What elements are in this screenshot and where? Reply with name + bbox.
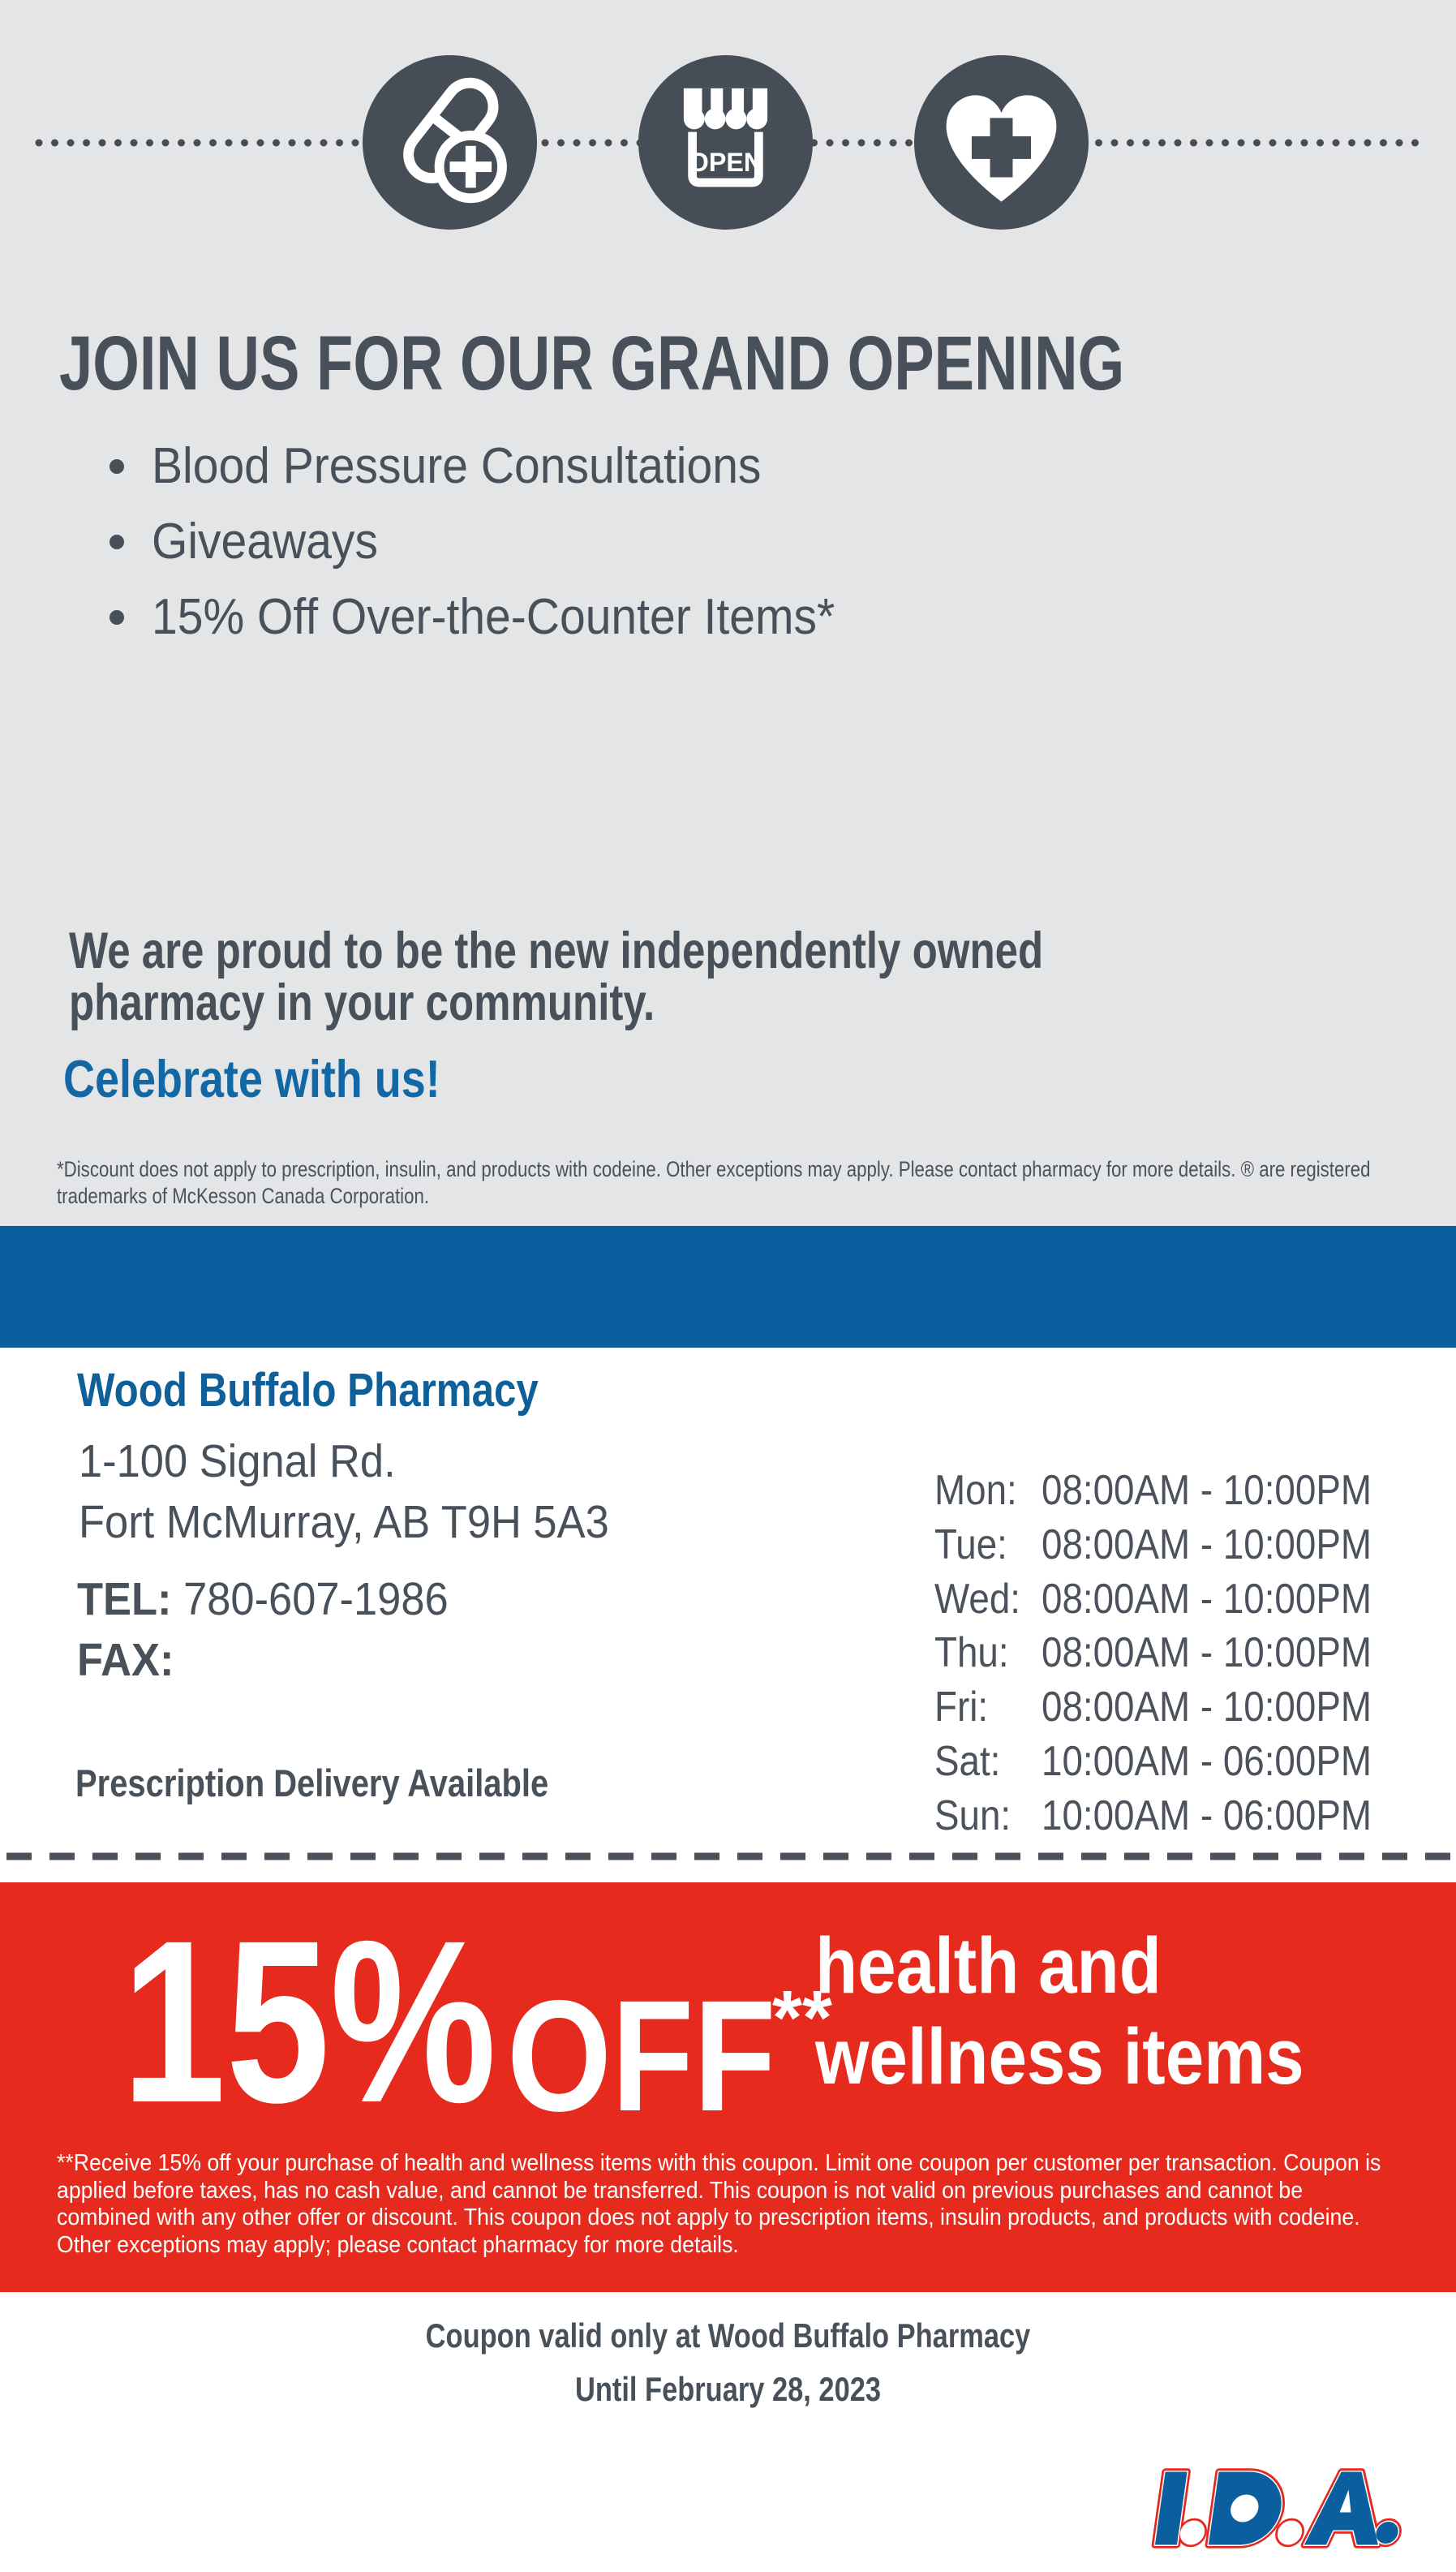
list-item-text: 15% Off Over-the-Counter Items* bbox=[152, 589, 835, 645]
coupon-cut-line bbox=[0, 1852, 1456, 1860]
list-item bbox=[110, 579, 894, 655]
hours-day-label: Wed: bbox=[934, 1575, 1020, 1623]
hours-day-label: Sun: bbox=[934, 1791, 1011, 1839]
phone-line bbox=[77, 1572, 480, 1626]
hours-day-label: Thu: bbox=[934, 1629, 1009, 1677]
ida-logo bbox=[1142, 2462, 1422, 2572]
pill-icon bbox=[363, 55, 537, 230]
coupon-terms: **Receive 15% off your purchase of health and wellness items with this coupon. Limit one coupon per customer per transaction. Coupon is applied before taxes, has no cash value, and cannot be transferred. This coupon is not valid on previous purchases and cannot be combined with any other offer or discount. This coupon does not apply to prescription items, insulin products, and products with codeine. Other exceptions may apply; please contact pharmacy for more details. bbox=[57, 2150, 1381, 2258]
coupon-section bbox=[0, 1882, 1456, 2292]
list-item-text: Blood Pressure Consultations bbox=[152, 438, 762, 494]
hours-time: 08:00AM - 10:00PM bbox=[1042, 1629, 1372, 1677]
hours-time: 10:00AM - 06:00PM bbox=[1042, 1791, 1372, 1839]
grand-opening-section bbox=[0, 0, 1456, 1226]
hours-time: 08:00AM - 10:00PM bbox=[1042, 1684, 1372, 1731]
celebrate-heading: Celebrate with us! bbox=[63, 1049, 440, 1108]
tel-number: 780-607-1986 bbox=[183, 1573, 449, 1625]
hours-time: 08:00AM - 10:00PM bbox=[1042, 1520, 1372, 1568]
hours-day-column bbox=[934, 1464, 1020, 1843]
registered-mark: ® bbox=[1400, 2470, 1414, 2491]
validity-line-2: Until February 28, 2023 bbox=[574, 2370, 882, 2408]
delivery-note: Prescription Delivery Available bbox=[75, 1761, 549, 1804]
list-item bbox=[110, 428, 894, 504]
list-item-text: Giveaways bbox=[152, 514, 378, 570]
coupon-asterisks: ** bbox=[772, 1975, 832, 2061]
hours-day-label: Mon: bbox=[934, 1467, 1017, 1514]
intro-line-2: pharmacy in your community. bbox=[69, 974, 655, 1031]
intro-statement bbox=[69, 925, 1272, 1029]
intro-line-1: We are proud to be the new independently owned bbox=[69, 923, 1044, 979]
coupon-promo-line-1: health and bbox=[815, 1921, 1162, 2010]
feature-list bbox=[110, 428, 894, 655]
fax-line bbox=[77, 1633, 183, 1687]
list-item bbox=[110, 504, 894, 579]
store-open-icon bbox=[638, 55, 813, 230]
discount-disclaimer: *Discount does not apply to prescription, insulin, and products with codeine. Other exceptions may apply. Please contact pharmacy for more details. ® are registered trademarks of McKesson Canada Corporation. bbox=[57, 1156, 1371, 1208]
coupon-promo-line-2: wellness items bbox=[815, 2012, 1304, 2101]
hours-time: 08:00AM - 10:00PM bbox=[1042, 1575, 1372, 1623]
coupon-percent: 15% bbox=[122, 1893, 497, 2151]
store-open-label: OPEN bbox=[688, 147, 763, 177]
address-line-2: Fort McMurray, AB T9H 5A3 bbox=[79, 1496, 609, 1548]
page-title-text: JOIN US FOR OUR GRAND OPENING bbox=[59, 320, 1125, 406]
tel-label: TEL: bbox=[77, 1573, 172, 1625]
validity-line-1: Coupon valid only at Wood Buffalo Pharmacy bbox=[425, 2316, 1031, 2355]
bullet-dot bbox=[110, 459, 124, 474]
coupon-validity bbox=[0, 2309, 1456, 2416]
bullet-dot bbox=[110, 610, 124, 625]
hours-day-label: Fri: bbox=[934, 1684, 989, 1731]
heart-cross-icon bbox=[914, 55, 1089, 230]
hours-time: 08:00AM - 10:00PM bbox=[1042, 1467, 1372, 1514]
hours-day-label: Sat: bbox=[934, 1737, 1001, 1785]
page-title bbox=[59, 320, 1425, 406]
hours-time-column bbox=[1042, 1464, 1372, 1843]
hours-time: 10:00AM - 06:00PM bbox=[1042, 1737, 1372, 1785]
hours-day-label: Tue: bbox=[934, 1520, 1007, 1568]
coupon-off-word: OFF bbox=[507, 1968, 776, 2144]
bullet-dot bbox=[110, 535, 124, 549]
address-line-1: 1-100 Signal Rd. bbox=[79, 1435, 396, 1487]
fax-label: FAX: bbox=[77, 1634, 174, 1686]
pharmacy-name: Wood Buffalo Pharmacy bbox=[77, 1364, 539, 1417]
